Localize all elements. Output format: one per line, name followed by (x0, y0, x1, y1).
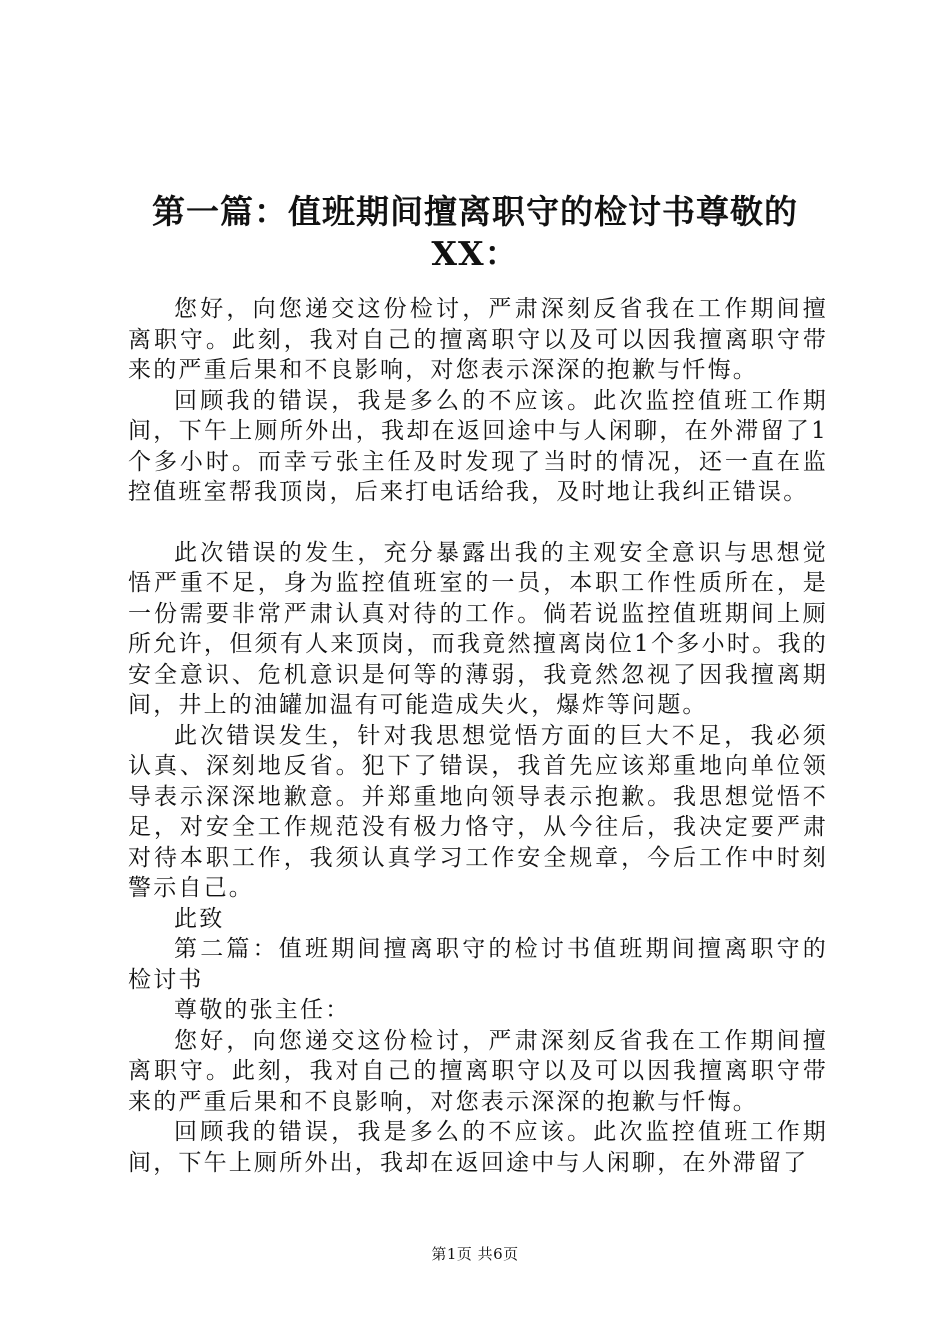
paragraph: 此次错误发生，针对我思想觉悟方面的巨大不足，我必须认真、深刻地反省。犯下了错误，我首先应该郑重地向单位领导表示深深地歉意。并郑重地向领导表示抱歉。我思想觉悟不足，对安全工作规范没有极力恪守，从今往后，我决定要严肃对待本职工作，我须认真学习工作安全规章，今后工作中时刻警示自己。 (128, 722, 828, 901)
closing-salutation: 此致 (174, 905, 225, 932)
document-body (128, 294, 828, 1178)
paragraph: 您好，向您递交这份检讨，严肃深刻反省我在工作期间擅离职守。此刻，我对自己的擅离职守以及可以因我擅离职守带来的严重后果和不良影响，对您表示深深的抱歉与忏悔。 (128, 296, 828, 383)
document-title: 第一篇：值班期间擅离职守的检讨书尊敬的 (152, 192, 798, 231)
section-heading: 第二篇：值班期间擅离职守的检讨书值班期间擅离职守的检讨书 (128, 936, 828, 993)
paragraph: 回顾我的错误，我是多么的不应该。此次监控值班工作期间，下午上厕所外出，我却在返回途中与人闲聊，在外滞留了 (128, 1119, 828, 1176)
salutation: 尊敬的张主任： (174, 997, 351, 1023)
paragraph: 此次错误的发生，充分暴露出我的主观安全意识与思想觉悟严重不足，身为监控值班室的一员，本职工作性质所在，是一份需要非常严肃认真对待的工作。倘若说监控值班期间上厕所允许，但须有人来顶岗，而我竟然擅离岗位1个多小时。我的安全意识、危机意识是何等的薄弱，我竟然忽视了因我擅离期间，井上的油罐加温有可能造成失火，爆炸等问题。 (128, 539, 828, 718)
page-number: 第1页 共6页 (431, 1245, 519, 1263)
paragraph: 您好，向您递交这份检讨，严肃深刻反省我在工作期间擅离职守。此刻，我对自己的擅离职守以及可以因我擅离职守带来的严重后果和不良影响，对您表示深深的抱歉与忏悔。 (128, 1027, 828, 1115)
paragraph: 回顾我的错误，我是多么的不应该。此次监控值班工作期间，下午上厕所外出，我却在返回途中与人闲聊，在外滞留了1个多小时。而幸亏张主任及时发现了当时的情况，还一直在监控值班室帮我顶岗，后来打电话给我，及时地让我纠正错误。 (128, 387, 828, 505)
document-title-continued: XX： (431, 234, 519, 273)
